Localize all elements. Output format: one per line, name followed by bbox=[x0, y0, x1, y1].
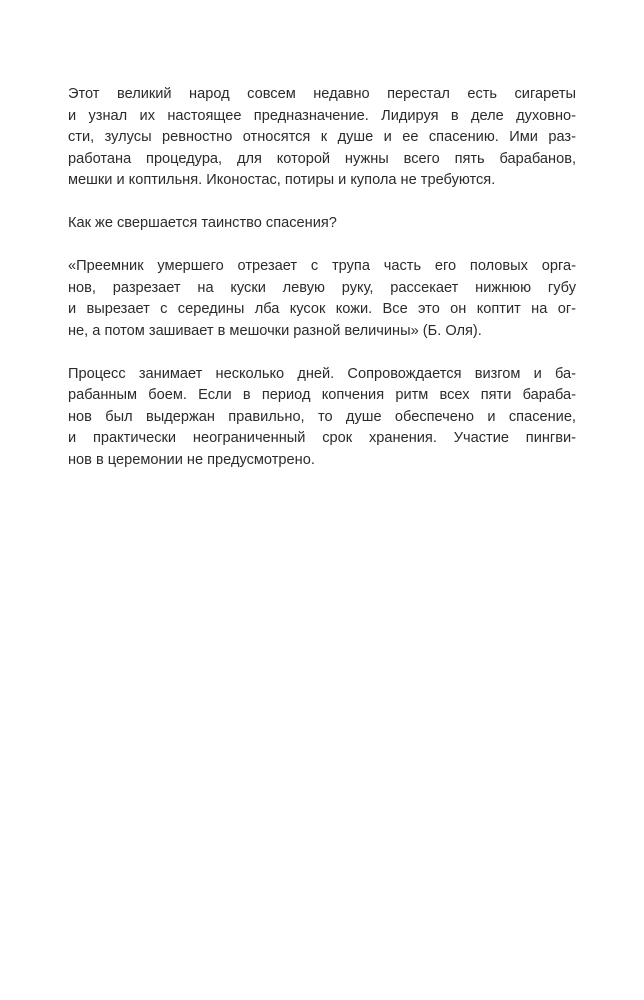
text-line: «Преемник умершего отрезает с трупа часть его половых орга- bbox=[68, 258, 576, 274]
paragraph-4 bbox=[68, 364, 576, 472]
text-line: Процесс занимает несколько дней. Сопровождается визгом и ба- bbox=[68, 365, 576, 382]
text-line: нов был выдержан правильно, то душе обеспечено и спасение, bbox=[68, 408, 576, 425]
text-line: работана процедура, для которой нужны всего пять барабанов, bbox=[68, 150, 576, 167]
text-line: мешки и коптильня. Иконостас, потиры и купола не требуются. bbox=[68, 172, 496, 188]
text-line: нов, разрезает на куски левую руку, рассекает нижнюю губу bbox=[68, 279, 576, 296]
paragraph-3-quote bbox=[68, 256, 576, 342]
text-line: рабанным боем. Если в период копчения ритм всех пяти бараба- bbox=[68, 387, 576, 403]
text-line: и практически неограниченный срок хранения. Участие пингви- bbox=[68, 430, 576, 446]
text-line: и вырезает с середины лба кусок кожи. Все это он коптит на ог- bbox=[68, 301, 576, 317]
text-line: Как же свершается таинство спасения? bbox=[68, 215, 337, 231]
text-line: не, а потом зашивает в мешочки разной величины» (Б. Оля). bbox=[68, 322, 482, 339]
text-line: сти, зулусы ревностно относятся к душе и ее спасению. Ими раз- bbox=[68, 129, 576, 145]
text-line: нов в церемонии не предусмотрено. bbox=[68, 451, 315, 468]
page-text bbox=[68, 84, 576, 493]
text-line: Этот великий народ совсем недавно перестал есть сигареты bbox=[68, 86, 576, 102]
paragraph-2 bbox=[68, 213, 576, 235]
text-line: и узнал их настоящее предназначение. Лидируя в деле духовно- bbox=[68, 107, 576, 124]
paragraph-1 bbox=[68, 84, 576, 192]
